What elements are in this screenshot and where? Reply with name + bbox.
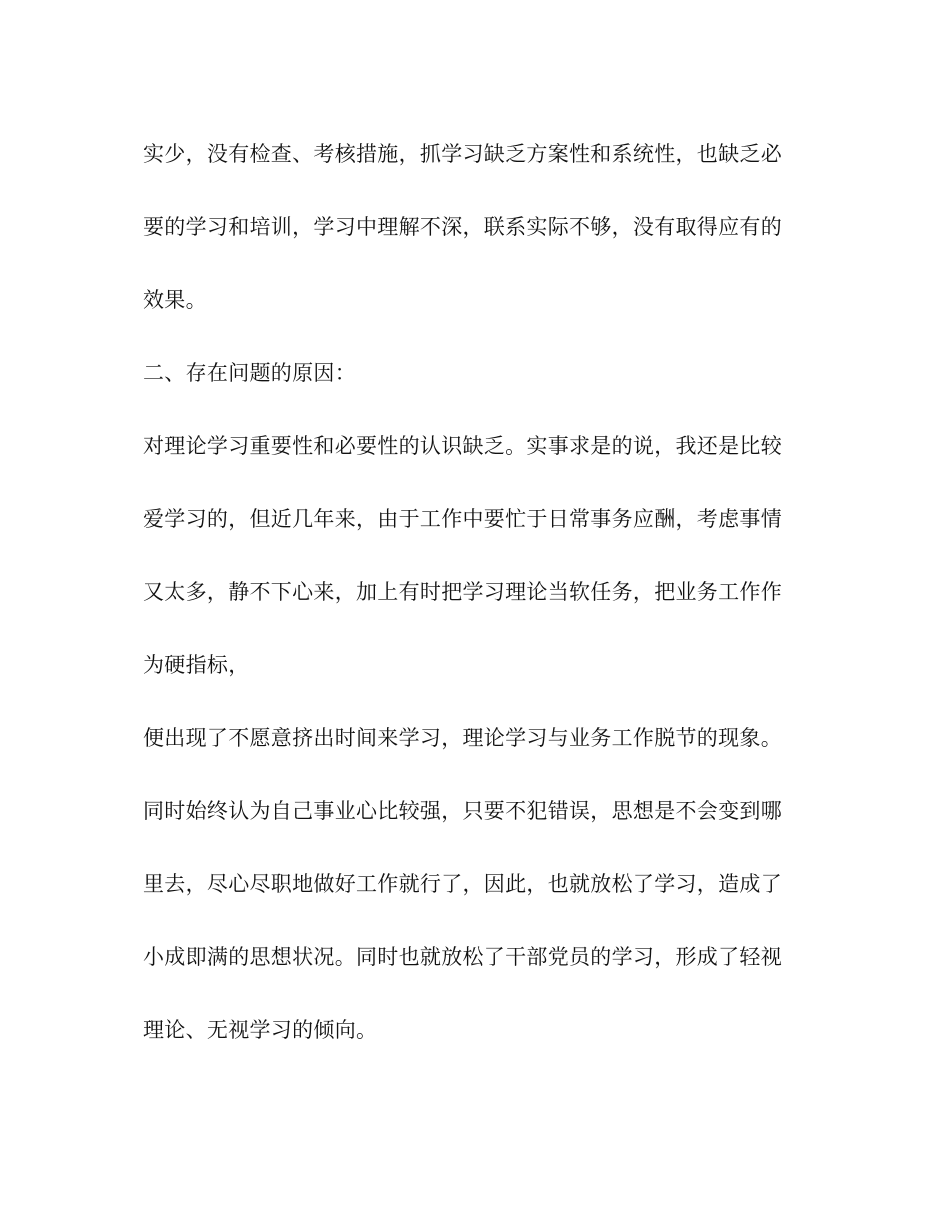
body-text-line: 里去，尽心尽职地做好工作就行了，因此，也就放松了学习，造成了 xyxy=(143,872,782,896)
body-text-line: 要的学习和培训，学习中理解不深，联系实际不够，没有取得应有的 xyxy=(143,215,782,239)
body-text-line: 实少，没有检查、考核措施，抓学习缺乏方案性和系统性，也缺乏必 xyxy=(143,142,782,166)
body-text-line: 效果。 xyxy=(143,288,207,312)
body-text-line: 为硬指标， xyxy=(143,653,250,677)
body-text-line: 便出现了不愿意挤出时间来学习，理论学习与业务工作脱节的现象。 xyxy=(143,726,782,750)
body-text-line: 小成即满的思想状况。同时也就放松了干部党员的学习，形成了轻视 xyxy=(143,945,782,969)
body-text-line: 理论、无视学习的倾向。 xyxy=(143,1018,378,1042)
body-text-line: 又太多，静不下心来，加上有时把学习理论当软任务，把业务工作作 xyxy=(143,580,782,604)
body-text-line: 对理论学习重要性和必要性的认识缺乏。实事求是的说，我还是比较 xyxy=(143,434,782,458)
section-heading: 二、存在问题的原因： xyxy=(143,361,356,385)
body-text-line: 爱学习的，但近几年来，由于工作中要忙于日常事务应酬，考虑事情 xyxy=(143,507,782,531)
body-text-line: 同时始终认为自己事业心比较强，只要不犯错误，思想是不会变到哪 xyxy=(143,799,782,823)
